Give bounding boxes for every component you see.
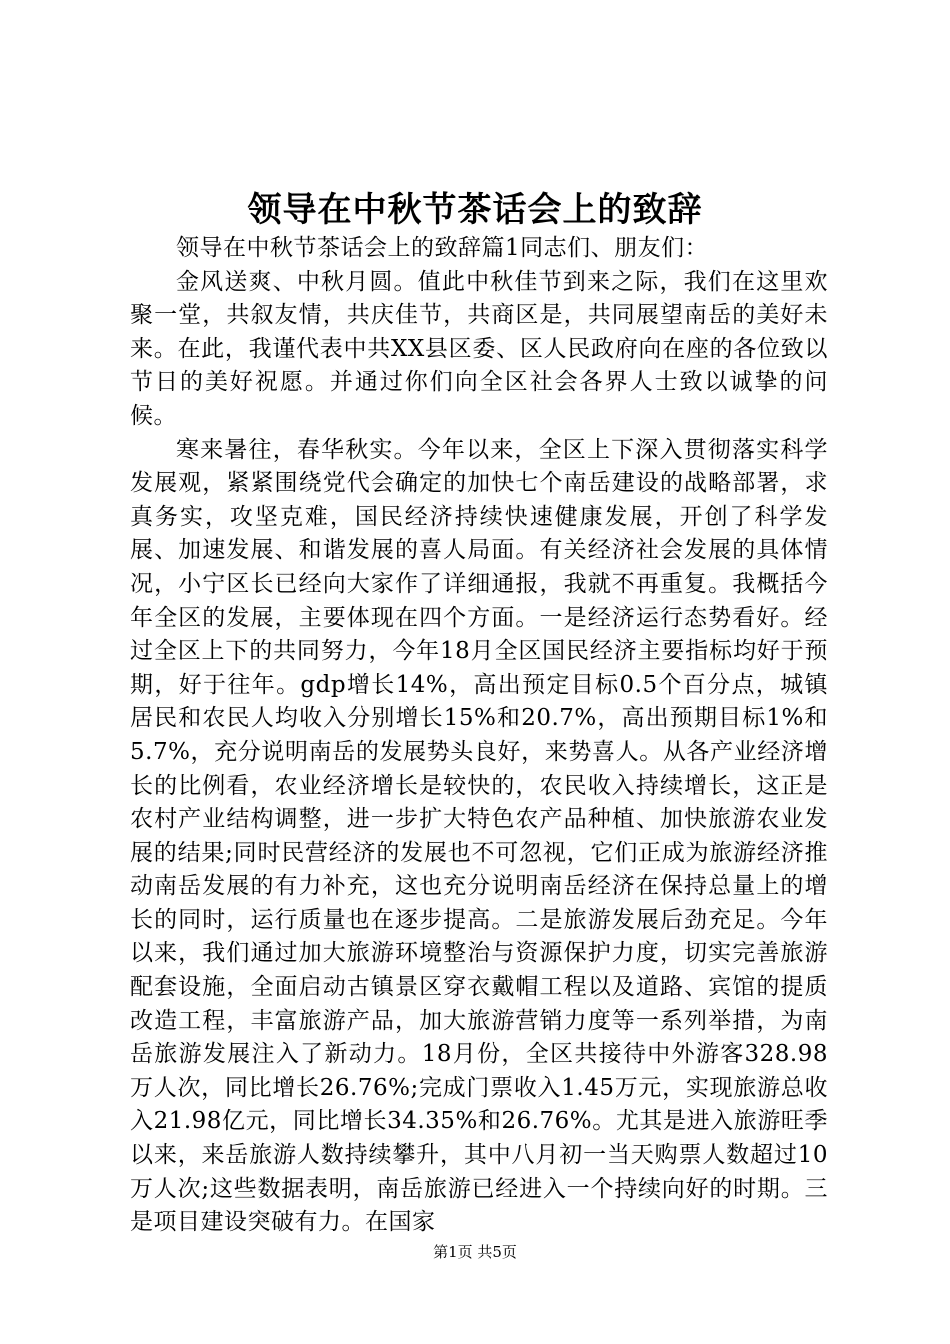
page-number-footer: 第1页 共5页: [433, 1243, 517, 1261]
paragraph-greeting: 领导在中秋节茶话会上的致辞篇1同志们、朋友们：: [176, 235, 709, 261]
paragraph-opening: 金风送爽、中秋月圆。值此中秋佳节到来之际，我们在这里欢聚一堂，共叙友情，共庆佳节，共商区是，共同展望南岳的美好未来。在此，我谨代表中共XX县区委、区人民政府向在座的各位致以节日的美好祝愿。并通过你们向全区社会各界人士致以诚挚的问候。: [130, 268, 828, 429]
document-title: 领导在中秋节茶话会上的致辞: [247, 190, 703, 230]
document-body: [130, 232, 828, 1240]
paragraph-development: 寒来暑往，春华秋实。今年以来，全区上下深入贯彻落实科学发展观，紧紧围绕党代会确定的加快七个南岳建设的战略部署，求真务实，攻坚克难，国民经济持续快速健康发展，开创了科学发展、加速发展、和谐发展的喜人局面。有关经济社会发展的具体情况，小宁区长已经向大家作了详细通报，我就不再重复。我概括今年全区的发展，主要体现在四个方面。一是经济运行态势看好。经过全区上下的共同努力，今年18月全区国民经济主要指标均好于预期，好于往年。gdp增长14%，高出预定目标0.5个百分点，城镇居民和农民人均收入分别增长15%和20.7%，高出预期目标1%和5.7%，充分说明南岳的发展势头良好，来势喜人。从各产业经济增长的比例看，农业经济增长是较快的，农民收入持续增长，这正是农村产业结构调整，进一步扩大特色农产品种植、加快旅游农业发展的结果;同时民营经济的发展也不可忽视，它们正成为旅游经济推动南岳发展的有力补充，这也充分说明南岳经济在保持总量上的增长的同时，运行质量也在逐步提高。二是旅游发展后劲充足。今年以来，我们通过加大旅游环境整治与资源保护力度，切实完善旅游配套设施，全面启动古镇景区穿衣戴帽工程以及道路、宾馆的提质改造工程，丰富旅游产品，加大旅游营销力度等一系列举措，为南岳旅游发展注入了新动力。18月份，全区共接待中外游客328.98万人次，同比增长26.76%;完成门票收入1.45万元，实现旅游总收入21.98亿元，同比增长34.35%和26.76%。尤其是进入旅游旺季以来，来岳旅游人数持续攀升，其中八月初一当天购票人数超过10万人次;这些数据表明，南岳旅游已经进入一个持续向好的时期。三是项目建设突破有力。在国家: [130, 436, 828, 1236]
